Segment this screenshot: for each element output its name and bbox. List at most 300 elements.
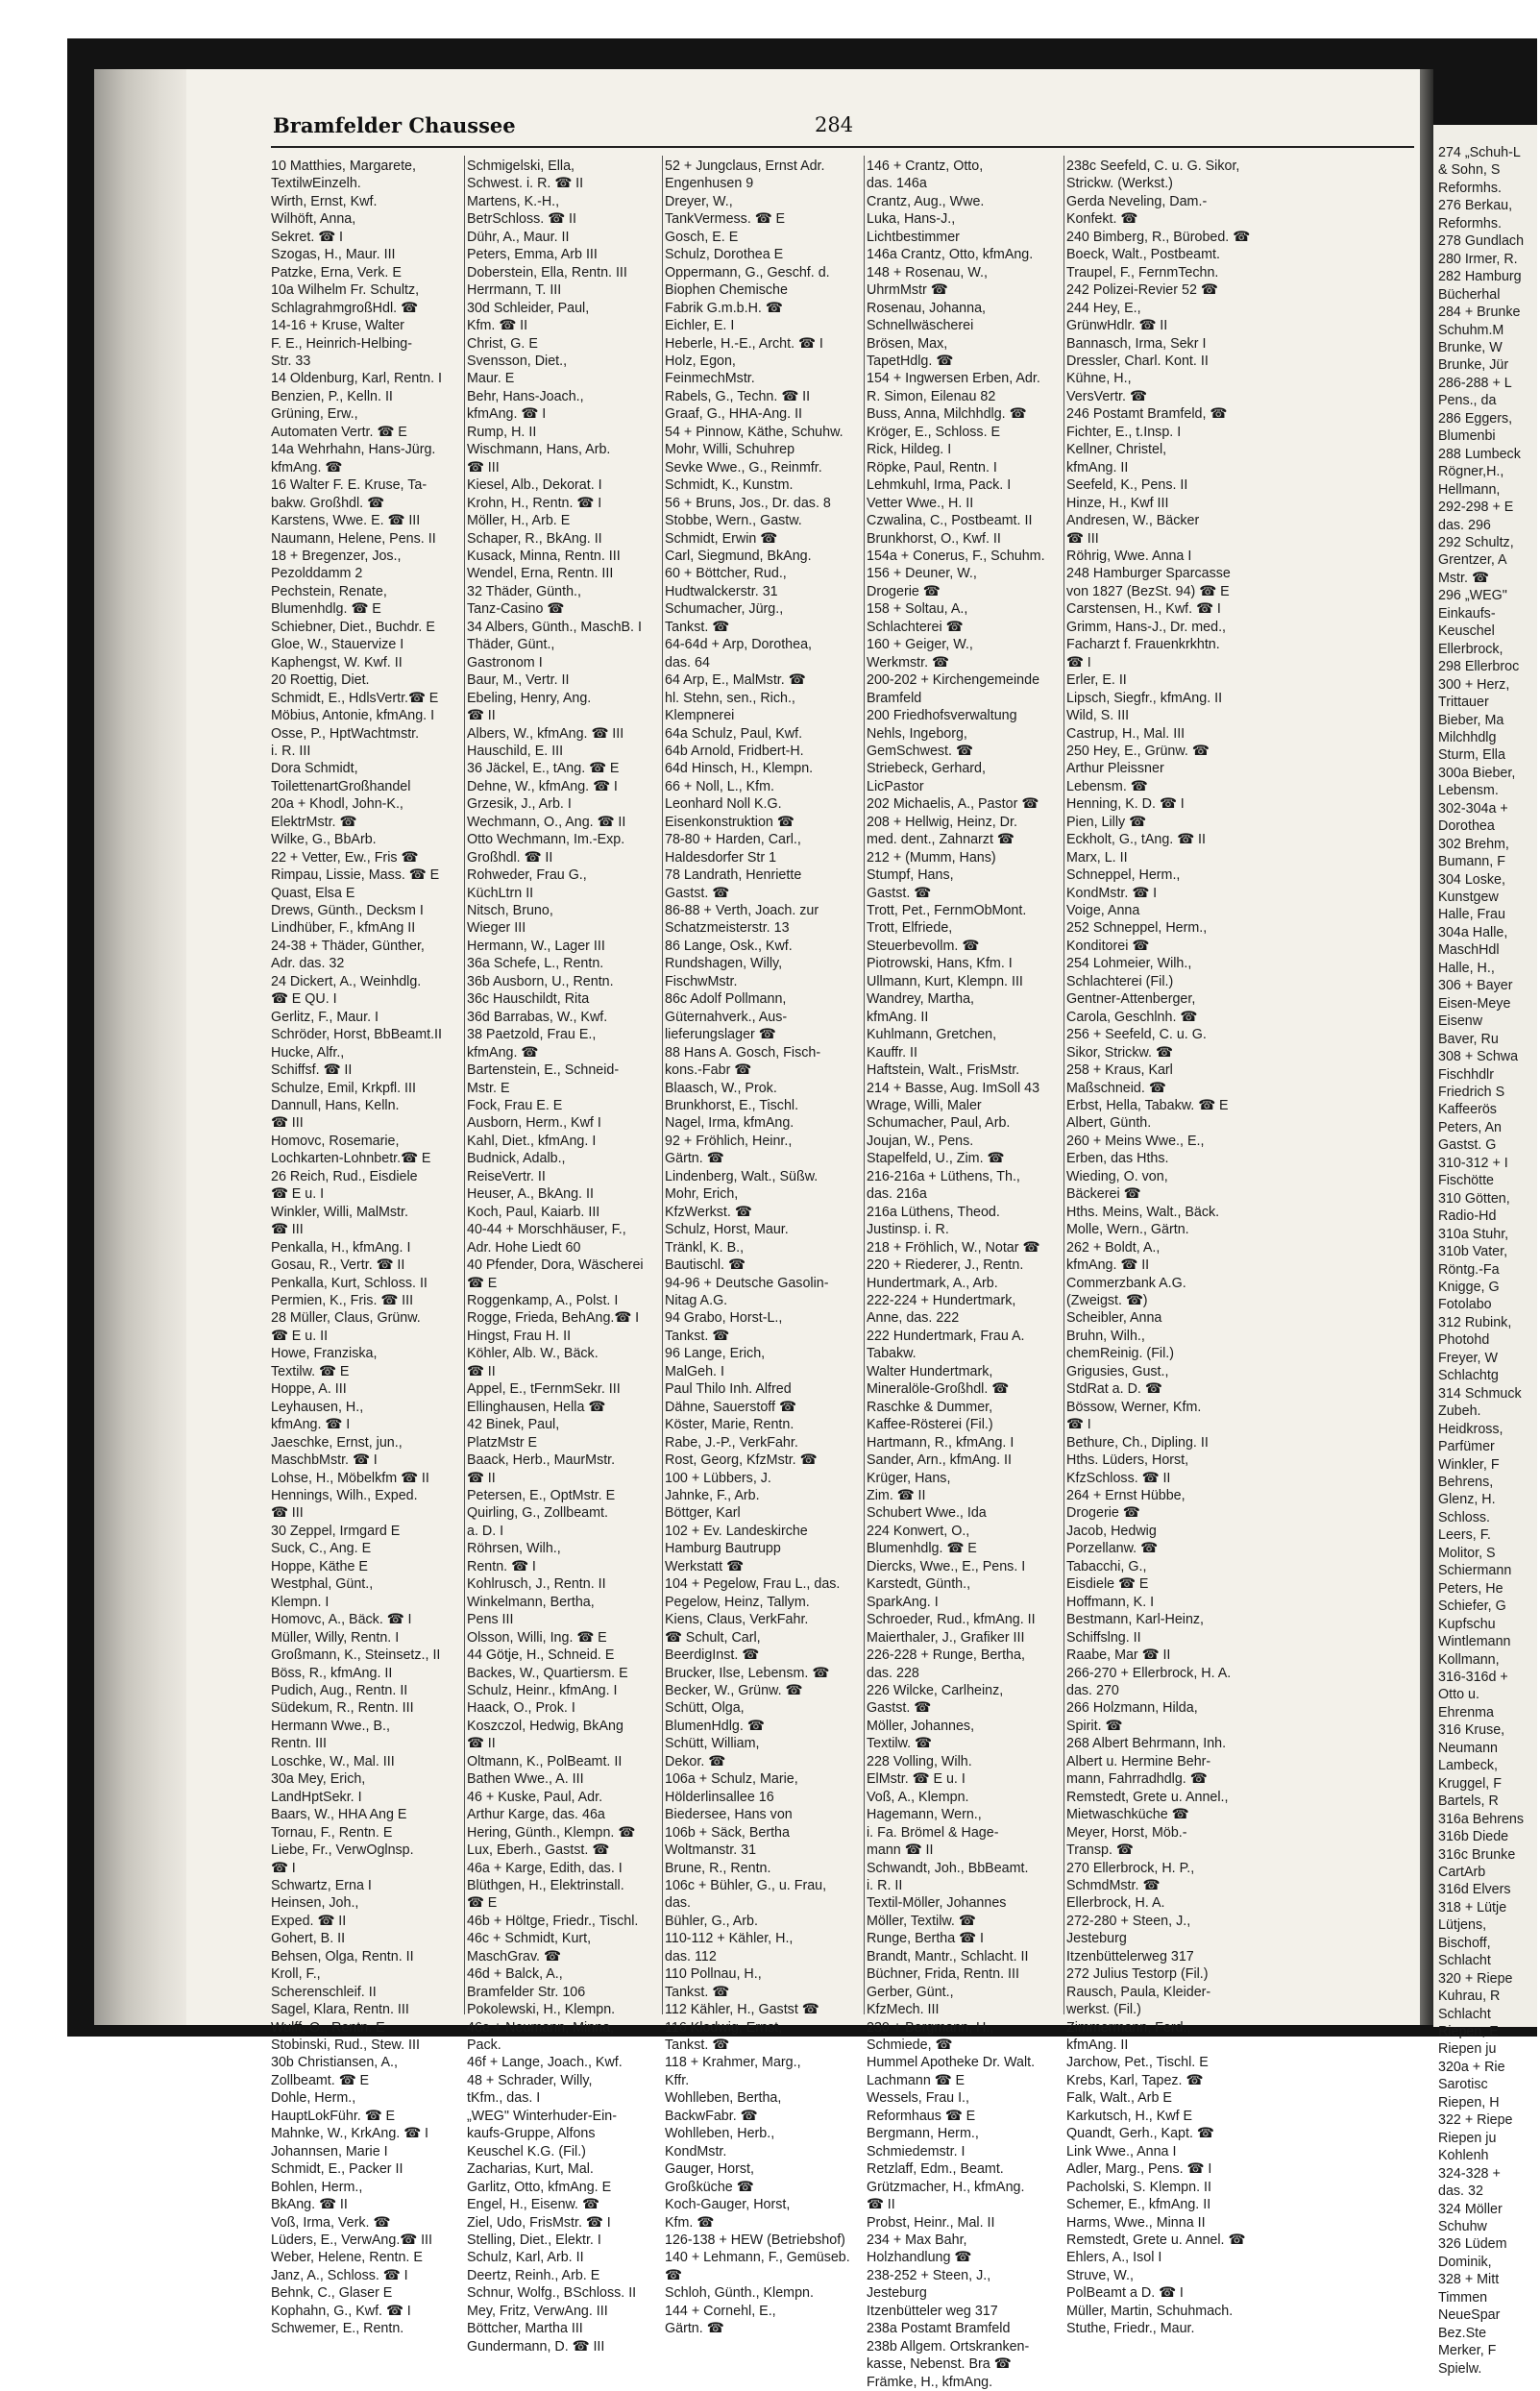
facing-page-entry-line: Bartels, R (1438, 1793, 1499, 1810)
directory-entry-line: Tränkl, K. B., (665, 1239, 745, 1256)
directory-entry-line: 102 + Ev. Landeskirche (665, 1523, 808, 1539)
directory-entry-line: Pens III (467, 1612, 514, 1628)
facing-page-entry-line: 316a Behrens (1438, 1811, 1525, 1827)
directory-entry-line: Lochkarten-Lohnbetr.☎ E (271, 1151, 431, 1167)
directory-entry-line: Röhrig, Wwe. Anna I (1066, 548, 1192, 564)
facing-page-entry-line: Heidkross, (1438, 1421, 1503, 1437)
directory-entry-line: 230 + Bergmann, H., (867, 2019, 994, 2036)
directory-entry-line: ☎ II (467, 1363, 496, 1379)
directory-entry-line: Haack, O., Prok. I (467, 1700, 575, 1717)
directory-entry-line: Blumenhdlg. ☎ E (867, 1541, 977, 1557)
facing-page-entry-line: Halle, Frau (1438, 907, 1505, 923)
facing-page-entry-line: Parfümer (1438, 1439, 1495, 1455)
directory-entry-line: Patzke, Erna, Verk. E (271, 264, 402, 281)
directory-entry-line: TapetHdlg. ☎ (867, 353, 954, 369)
directory-entry-line: Schulz, Horst, Maur. (665, 1222, 789, 1238)
directory-entry-line: Möller, Textilw. ☎ (867, 1913, 976, 1929)
facing-page-entry-line: Hellmann, (1438, 481, 1501, 498)
facing-page-entry-line: Spielw. (1438, 2360, 1482, 2377)
directory-entry-line: Trott, Elfriede, (867, 920, 953, 937)
facing-page-entry-line: Brunke, W (1438, 339, 1503, 355)
facing-page-entry-line: Gastst. G (1438, 1137, 1497, 1154)
directory-entry-line: Doberstein, Ella, Rentn. III (467, 264, 627, 281)
directory-entry-line: Brunkhorst, E., Tischl. (665, 1098, 799, 1114)
directory-entry-line: Ebeling, Henry, Ang. (467, 690, 592, 706)
directory-entry-line: Wohlleben, Bertha, (665, 2090, 782, 2107)
directory-entry-line: 106c + Bühler, G., u. Frau, (665, 1877, 827, 1893)
column-rule (1063, 156, 1064, 2014)
directory-entry-line: Fock, Frau E. E (467, 1098, 563, 1114)
directory-entry-line: Heinsen, Joh., (271, 1895, 359, 1912)
directory-entry-line: 88 Hans A. Gosch, Fisch- (665, 1044, 821, 1061)
directory-entry-line: Maur. E (467, 371, 515, 387)
facing-page-entry-line: 302 Brehm, (1438, 836, 1509, 852)
directory-entry-line: Nagel, Irma, kfmAng. (665, 1115, 794, 1132)
directory-entry-line: ☎ I (271, 1860, 296, 1876)
directory-entry-line: Kiens, Claus, VerkFahr. (665, 1612, 809, 1628)
directory-entry-line: Hennings, Wilh., Exped. (271, 1487, 418, 1503)
directory-entry-line: TankVermess. ☎ E (665, 211, 786, 228)
directory-entry-line: Erben, das Hths. (1066, 1151, 1169, 1167)
directory-entry-line: 118 + Krahmer, Marg., (665, 2055, 801, 2071)
facing-page-entry-line: Bücherhal (1438, 286, 1501, 303)
directory-entry-line: Wohlleben, Herb., (665, 2126, 775, 2142)
facing-page-entry-line: Pens., da (1438, 393, 1497, 409)
directory-entry-line: ☎ E QU. I (271, 991, 337, 1008)
directory-entry-line: Itzenbütteler weg 317 (867, 2303, 998, 2319)
directory-entry-line: Schwandt, Joh., BbBeamt. (867, 1860, 1029, 1876)
directory-entry-line: kaufs-Gruppe, Alfons (467, 2126, 596, 2142)
directory-entry-line: 16 Walter F. E. Kruse, Ta- (271, 477, 428, 494)
directory-entry-line: Rundshagen, Willy, (665, 956, 783, 972)
directory-entry-line: Stelling, Diet., Elektr. I (467, 2232, 601, 2249)
directory-entry-line: ☎ II (467, 1736, 496, 1752)
directory-entry-line: Dressler, Charl. Kont. II (1066, 353, 1209, 369)
directory-entry-line: F. E., Heinrich-Helbing- (271, 335, 412, 352)
directory-entry-line: Schmiede, ☎ (867, 2037, 953, 2054)
directory-entry-line: 148 + Rosenau, W., (867, 264, 988, 281)
directory-entry-line: Albert u. Hermine Behr- (1066, 1753, 1211, 1769)
directory-entry-line: Homovc, A., Bäck. ☎ I (271, 1612, 412, 1628)
directory-entry-line: Anne, das. 222 (867, 1310, 960, 1327)
directory-entry-line: Piotrowski, Hans, Kfm. I (867, 956, 1013, 972)
directory-entry-line: Backes, W., Quartiersm. E (467, 1665, 628, 1681)
directory-entry-line: Harms, Wwe., Minna II (1066, 2214, 1206, 2231)
facing-page-entry-line: Kruggel, F (1438, 1775, 1502, 1792)
facing-page-entry-line: 286-288 + L (1438, 375, 1512, 391)
directory-entry-line: 30a Mey, Erich, (271, 1771, 366, 1788)
directory-entry-line: Tankst. ☎ (665, 1328, 730, 1344)
directory-entry-line: Remstedt, Grete u. Annel. ☎ (1066, 2232, 1246, 2249)
directory-entry-line: Böss, R., kfmAng. II (271, 1665, 393, 1681)
directory-entry-line: Främke, H., kfmAng. (867, 2374, 993, 2390)
directory-entry-line: Kohlrusch, J., Rentn. II (467, 1576, 606, 1593)
directory-entry-line: Krüger, Hans, (867, 1470, 951, 1486)
directory-entry-line: BlumenHdlg. ☎ (665, 1718, 765, 1734)
directory-entry-line: Liebe, Fr., VerwOglnsp. (271, 1842, 414, 1859)
directory-entry-line: 146a Crantz, Otto, kfmAng. (867, 247, 1034, 263)
directory-entry-line: 10 Matthies, Margarete, (271, 159, 416, 174)
directory-entry-line: Homovc, Rosemarie, (271, 1133, 400, 1149)
directory-entry-line: 46a + Karge, Edith, das. I (467, 1860, 623, 1876)
directory-entry-line: 110 Pollnau, H., (665, 1966, 762, 1983)
directory-entry-line: Bramfeld (867, 690, 922, 706)
directory-entry-line: Gauger, Horst, (665, 2161, 754, 2178)
directory-entry-line: Karkutsch, H., Kwf E (1066, 2108, 1193, 2124)
directory-entry-line: Röpke, Paul, Rentn. I (867, 459, 997, 476)
directory-entry-line: 24 Dickert, A., Weinhdlg. (271, 973, 422, 989)
facing-page-entry-line: Mstr. ☎ (1438, 570, 1489, 586)
directory-entry-line: 248 Hamburger Sparcasse (1066, 566, 1231, 582)
directory-entry-line: ☎ II (467, 1470, 496, 1486)
directory-entry-line: Wilhöft, Anna, (271, 211, 356, 228)
directory-entry-line: Tankst. ☎ (665, 619, 730, 635)
directory-entry-line: Pechstein, Renate, (271, 583, 387, 599)
directory-entry-line: Schmidt, E., Packer II (271, 2161, 403, 2178)
directory-entry-line: 66 + Noll, L., Kfm. (665, 778, 775, 794)
directory-entry-line: SchmdMstr. ☎ (1066, 1877, 1161, 1893)
facing-page-entry-line: 304a Halle, (1438, 924, 1508, 940)
directory-entry-line: Ehlers, A., Isol I (1066, 2250, 1162, 2266)
directory-entry-line: Kauffr. II (867, 1044, 917, 1061)
directory-entry-line: Koch, Paul, Kaiarb. III (467, 1204, 600, 1220)
directory-entry-line: Pokolewski, H., Klempn. (467, 2002, 616, 2018)
directory-entry-line: Nehls, Ingeborg, (867, 725, 967, 742)
directory-entry-line: Müller, Willy, Rentn. I (271, 1629, 400, 1646)
directory-entry-line: Otto Wechmann, Im.-Exp. (467, 832, 625, 848)
directory-entry-line: Bäckerei ☎ (1066, 1186, 1141, 1203)
directory-entry-line: PlatzMstr E (467, 1434, 538, 1451)
directory-entry-line: Pezolddamm 2 (271, 566, 363, 582)
directory-entry-line: Schmiedemstr. I (867, 2143, 966, 2159)
facing-page-entry-line: 322 + Riepe (1438, 2112, 1513, 2129)
directory-entry-line: 34 Albers, Günth., MaschB. I (467, 619, 642, 635)
directory-entry-line: 112 Kähler, H., Gastst ☎ (665, 2002, 819, 2018)
directory-entry-line: Winkler, Willi, MalMstr. (271, 1204, 408, 1220)
directory-entry-line: Tabacchi, G., (1066, 1558, 1147, 1574)
directory-entry-line: 200 Friedhofsverwaltung (867, 708, 1017, 724)
directory-entry-line: Grimm, Hans-J., Dr. med., (1066, 619, 1227, 635)
directory-entry-line: bakw. Großhdl. ☎ (271, 495, 384, 511)
directory-entry-line: Carl, Siegmund, BkAng. (665, 548, 812, 564)
directory-entry-line: Textilw. ☎ E (271, 1363, 350, 1379)
directory-entry-line: Schnur, Wolfg., BSchloss. II (467, 2285, 637, 2302)
facing-page-entry-line: 276 Berkau, (1438, 198, 1513, 214)
directory-entry-line: Schulz, Heinr., kfmAng. I (467, 1682, 618, 1698)
facing-page-entry-line: Kohlenh (1438, 2148, 1489, 2164)
directory-entry-line: Bathen Wwe., A. III (467, 1771, 584, 1788)
directory-entry-line: 100 + Lübbers, J. (665, 1470, 771, 1486)
directory-entry-line: 214 + Basse, Aug. ImSoll 43 (867, 1080, 1040, 1096)
directory-entry-line: Arthur Karge, das. 46a (467, 1807, 605, 1823)
directory-entry-line: Sikor, Strickw. ☎ (1066, 1044, 1173, 1061)
facing-page-entry-line: Freyer, W (1438, 1350, 1498, 1366)
directory-entry-line: Luka, Hans-J., (867, 211, 956, 228)
directory-entry-line: 154a + Conerus, F., Schuhm. (867, 548, 1045, 564)
directory-entry-line: Reformhaus ☎ E (867, 2108, 976, 2124)
directory-entry-line: Gerda Neveling, Dam.- (1066, 193, 1208, 209)
directory-entry-line: Penkalla, Kurt, Schloss. II (271, 1275, 428, 1291)
directory-entry-line: 254 Lohmeier, Wilh., (1066, 956, 1192, 972)
directory-entry-line: 28 Müller, Claus, Grünw. (271, 1310, 421, 1327)
directory-column-5 (1066, 158, 1266, 2337)
directory-entry-line: Schemer, E., kfmAng. II (1066, 2197, 1211, 2213)
directory-entry-line: ☎ I (1066, 654, 1091, 671)
directory-entry-line: LicPastor (867, 778, 924, 794)
directory-entry-line: Vetter Wwe., H. II (867, 495, 974, 511)
directory-entry-line: 20 Roettig, Diet. (271, 672, 370, 689)
directory-entry-line: Mohr, Erich, (665, 1186, 739, 1203)
directory-entry-line: das. 146a (867, 176, 927, 192)
directory-entry-line: ☎ Schult, Carl, (665, 1629, 761, 1646)
directory-entry-line: Schmidt, E., HdlsVertr.☎ E (271, 690, 439, 706)
directory-entry-line: kasse, Nebenst. Bra ☎ (867, 2356, 1012, 2373)
directory-entry-line: Hummel Apotheke Dr. Walt. (867, 2055, 1036, 2071)
directory-entry-line: Fichter, E., t.Insp. I (1066, 424, 1182, 440)
directory-entry-line: Becker, W., Grünw. ☎ (665, 1682, 803, 1698)
directory-entry-line: Svensson, Diet., (467, 353, 568, 369)
facing-page-entry-line: Bieber, Ma (1438, 712, 1504, 728)
facing-page-entry-line: Eisen-Meye (1438, 995, 1511, 1012)
directory-entry-line: 222-224 + Hundertmark, (867, 1293, 1016, 1308)
directory-entry-line: Schumacher, Paul, Arb. (867, 1115, 1011, 1132)
directory-entry-line: Gosau, R., Vertr. ☎ II (271, 1257, 405, 1274)
facing-page-entry-line: 302-304a + (1438, 800, 1508, 817)
directory-entry-line: Zimmermann, Ferd., (1066, 2019, 1191, 2036)
directory-entry-line: Zollbeamt. ☎ E (271, 2072, 370, 2088)
directory-entry-line: 216a Lüthens, Theod. (867, 1204, 1000, 1220)
directory-entry-line: 38 Paetzold, Frau E., (467, 1027, 597, 1043)
facing-page-column (1438, 144, 1540, 2377)
directory-entry-line: Schwartz, Erna I (271, 1877, 372, 1893)
page-number: 284 (815, 113, 854, 136)
facing-page-entry-line: Wintlemann (1438, 1634, 1511, 1650)
facing-page-entry-line: 314 Schmuck (1438, 1385, 1522, 1402)
facing-page-entry-line: Merker, F (1438, 2343, 1497, 2359)
directory-entry-line: Engenhusen 9 (665, 176, 754, 192)
facing-page-entry-line: Schuhm.M (1438, 322, 1504, 338)
directory-entry-line: Jesteburg (867, 2285, 927, 2302)
directory-entry-line: kons.-Fabr ☎ (665, 1062, 752, 1079)
directory-entry-line: Peters, Emma, Arb III (467, 247, 598, 263)
directory-entry-line: 22 + Vetter, Ew., Fris ☎ (271, 849, 419, 866)
directory-entry-line: 36b Ausborn, U., Rentn. (467, 973, 614, 989)
directory-entry-line: Automaten Vertr. ☎ E (271, 424, 407, 440)
directory-entry-line: ☎ III (271, 1505, 304, 1522)
directory-entry-line: Gentner-Attenberger, (1066, 991, 1196, 1008)
directory-entry-line: 222 Hundertmark, Frau A. (867, 1328, 1025, 1344)
directory-entry-line: Rosenau, Johanna, (867, 300, 987, 316)
directory-entry-line: Rogge, Frieda, BehAng.☎ I (467, 1310, 640, 1327)
facing-page-entry-line: Grentzer, A (1438, 552, 1507, 569)
directory-entry-line: Röhrsen, Wilh., (467, 1541, 561, 1557)
facing-page-entry-line: Sturm, Ella (1438, 747, 1505, 764)
directory-entry-line: Karstedt, Günth., (867, 1576, 971, 1593)
directory-entry-line: Naumann, Helene, Pens. II (271, 530, 436, 547)
facing-page-entry-line: 300 + Herz, (1438, 676, 1510, 693)
directory-entry-line: Lebensm. ☎ (1066, 778, 1148, 794)
directory-entry-line: Kfm. ☎ (665, 2214, 715, 2231)
directory-column-3 (665, 158, 861, 2337)
facing-page-entry-line: 300a Bieber, (1438, 765, 1516, 781)
directory-entry-line: Dehne, W., kfmAng. ☎ I (467, 778, 618, 794)
directory-entry-line: Andresen, W., Bäcker (1066, 513, 1200, 529)
directory-entry-line: Sander, Arn., kfmAng. II (867, 1452, 1012, 1469)
directory-entry-line: Pacholski, S. Klempn. II (1066, 2179, 1211, 2195)
directory-entry-line: Str. 33 (271, 353, 311, 369)
directory-entry-line: Tanz-Casino ☎ (467, 601, 565, 618)
directory-entry-line: Trott, Pet., FernmObMont. (867, 903, 1027, 919)
facing-page-entry-line: Brunke, Jür (1438, 357, 1509, 374)
directory-entry-line: 258 + Kraus, Karl (1066, 1062, 1173, 1079)
directory-entry-line: 54 + Pinnow, Käthe, Schuhw. (665, 424, 843, 440)
directory-entry-line: ☎ E u. II (271, 1328, 329, 1344)
directory-entry-line: Walter Hundertmark, (867, 1363, 993, 1379)
directory-entry-line: Schlachterei ☎ (867, 619, 964, 635)
facing-page-entry-line: Baver, Ru (1438, 1031, 1499, 1047)
facing-page-entry-line: Blumenbi (1438, 428, 1496, 445)
directory-entry-line: 264 + Ernst Hübbe, (1066, 1487, 1186, 1503)
directory-entry-line: das. (665, 1895, 692, 1912)
directory-entry-line: Albers, W., kfmAng. ☎ III (467, 725, 624, 742)
directory-entry-line: 56 + Bruns, Jos., Dr. das. 8 (665, 495, 831, 511)
directory-entry-line: Appel, E., tFernmSekr. III (467, 1381, 621, 1398)
facing-page-entry-line: Riepen ju (1438, 2130, 1497, 2146)
directory-entry-line: Hamburg Bautrupp (665, 1541, 781, 1557)
directory-entry-line: Rick, Hildeg. I (867, 442, 952, 458)
directory-entry-line: Dora Schmidt, (271, 761, 358, 777)
directory-entry-line: Struve, W., (1066, 2267, 1134, 2283)
directory-entry-line: Maierthaler, J., Grafiker III (867, 1629, 1025, 1646)
directory-entry-line: Rimpau, Lissie, Mass. ☎ E (271, 867, 440, 884)
directory-entry-line: PolBeamt a D. ☎ I (1066, 2285, 1184, 2302)
directory-entry-line: Jacob, Hedwig (1066, 1523, 1157, 1539)
directory-entry-line: GemSchwest. ☎ (867, 743, 973, 759)
facing-page-entry-line: 316 Kruse, (1438, 1722, 1505, 1739)
directory-entry-line: SchlagrahmgroßHdl. ☎ (271, 300, 418, 316)
directory-entry-line: Textil-Möller, Johannes (867, 1895, 1007, 1912)
directory-entry-line: Sagel, Klara, Rentn. III (271, 2002, 409, 2018)
directory-entry-line: 144 + Cornehl, E., (665, 2303, 776, 2319)
facing-page-entry-line: 280 Irmer, R. (1438, 251, 1518, 267)
directory-entry-line: Lux, Eberh., Gastst. ☎ (467, 1842, 610, 1859)
directory-entry-line: 36a Schefe, L., Rentn. (467, 956, 604, 972)
directory-entry-line: Lindenberg, Walt., Süßw. (665, 1168, 819, 1184)
directory-column-4 (867, 158, 1061, 2390)
directory-entry-line: 266 Holzmann, Hilda, (1066, 1700, 1198, 1717)
directory-entry-line: KfzMech. III (867, 2002, 940, 2018)
facing-page-entry-line: 320 + Riepe (1438, 1970, 1513, 1987)
directory-entry-line: 64b Arnold, Fridbert-H. (665, 743, 804, 759)
directory-entry-line: Bestmann, Karl-Heinz, (1066, 1612, 1205, 1628)
directory-entry-line: Jesteburg (1066, 1931, 1127, 1947)
facing-page-entry-line: Reformhs. (1438, 180, 1502, 196)
directory-entry-line: Buss, Anna, Milchhdlg. ☎ (867, 406, 1027, 423)
directory-entry-line: Woltmanstr. 31 (665, 1842, 757, 1859)
directory-entry-line: kfmAng. ☎ (271, 459, 343, 476)
directory-entry-line: BetrSchloss. ☎ II (467, 211, 576, 228)
directory-entry-line: Quast, Elsa E (271, 885, 355, 901)
directory-entry-line: Kellner, Christel, (1066, 442, 1167, 458)
directory-entry-line: 36c Hauschildt, Rita (467, 991, 590, 1008)
directory-entry-line: Strickw. (Werkst.) (1066, 176, 1173, 192)
directory-entry-line: Bartenstein, E., Schneid- (467, 1062, 620, 1079)
directory-entry-line: KondMstr. (665, 2143, 727, 2159)
directory-entry-line: (Zweigst. ☎) (1066, 1293, 1148, 1308)
directory-entry-line: 126-138 + HEW (Betriebshof) (665, 2232, 845, 2249)
facing-page-entry-line: 318 + Lütje (1438, 1899, 1507, 1915)
directory-entry-line: Penkalla, H., kfmAng. I (271, 1239, 411, 1256)
directory-entry-line: 46c + Schmidt, Kurt, (467, 1931, 592, 1947)
directory-entry-line: 48 + Schrader, Willy, (467, 2072, 593, 2088)
directory-entry-line: 86 Lange, Osk., Kwf. (665, 938, 793, 954)
directory-entry-line: ☎ II (867, 2197, 895, 2213)
directory-entry-line: 160 + Geiger, W., (867, 637, 973, 653)
directory-entry-line: Carstensen, H., Kwf. ☎ I (1066, 601, 1221, 618)
directory-entry-line: MalGeh. I (665, 1363, 724, 1379)
directory-entry-line: Köster, Marie, Rentn. (665, 1417, 794, 1433)
directory-entry-line: Möbius, Antonie, kfmAng. I (271, 708, 435, 724)
directory-entry-line: Rump, H. II (467, 424, 537, 440)
facing-page-entry-line: Bez.Ste (1438, 2325, 1487, 2341)
directory-entry-line: 46 + Kuske, Paul, Adr. (467, 1789, 603, 1805)
facing-page-entry-line: Fischhdlr (1438, 1066, 1494, 1083)
directory-entry-line: Rentn. ☎ I (467, 1558, 536, 1574)
directory-entry-line: 246 Postamt Bramfeld, ☎ (1066, 406, 1228, 423)
directory-entry-line: Blaasch, W., Prok. (665, 1080, 777, 1096)
facing-page-entry-line: Behrens, (1438, 1474, 1494, 1490)
directory-entry-line: 272-280 + Steen, J., (1066, 1913, 1191, 1929)
directory-entry-line: Schatzmeisterstr. 13 (665, 920, 790, 937)
directory-entry-line: kfmAng. ☎ II (1066, 1257, 1150, 1274)
directory-entry-line: ☎ E (467, 1895, 498, 1912)
directory-entry-line: 238b Allgem. Ortskranken- (867, 2338, 1030, 2354)
directory-entry-line: Keuschel K.G. (Fil.) (467, 2143, 586, 2159)
directory-entry-line: Böttger, Karl (665, 1505, 741, 1522)
directory-entry-line: kfmAng. II (1066, 459, 1129, 476)
facing-page-entry-line: CartArb (1438, 1864, 1486, 1880)
directory-entry-line: Benzien, P., Kelln. II (271, 388, 393, 404)
directory-entry-line: Grzesik, J., Arb. I (467, 796, 572, 813)
directory-entry-line: 250 Hey, E., Grünw. ☎ (1066, 743, 1210, 759)
directory-entry-line: Hering, Günth., Klempn. ☎ (467, 1824, 636, 1841)
directory-entry-line: Rentn. III (271, 1736, 328, 1752)
directory-entry-line: Hudtwalckerstr. 31 (665, 583, 778, 599)
directory-entry-line: Kffr. (665, 2072, 690, 2088)
directory-entry-line: Lüders, E., VerwAng.☎ III (271, 2232, 433, 2249)
directory-entry-line: Oppermann, G., Geschf. d. (665, 264, 830, 281)
facing-page-entry-line: 316d Elvers (1438, 1882, 1511, 1898)
facing-page-entry-line: Einkaufs- (1438, 605, 1496, 622)
directory-entry-line: Wieger III (467, 920, 526, 937)
directory-entry-line: Hagemann, Wern., (867, 1807, 982, 1823)
directory-entry-line: Südekum, R., Rentn. III (271, 1700, 414, 1717)
directory-entry-line: ☎ III (271, 1222, 304, 1238)
directory-entry-line: Schütt, William, (665, 1736, 760, 1752)
directory-entry-line: Ellinghausen, Hella ☎ (467, 1399, 606, 1415)
facing-page-entry-line: Reformhs. (1438, 215, 1502, 232)
directory-entry-line: 260 + Meins Wwe., E., (1066, 1133, 1205, 1149)
directory-entry-line: R. Simon, Eilenau 82 (867, 388, 996, 404)
facing-page-entry-line: Winkler, F (1438, 1456, 1500, 1473)
directory-entry-line: Facharzt f. Frauenkrkhtn. (1066, 637, 1220, 653)
facing-page-entry-line: 310-312 + I (1438, 1155, 1508, 1171)
directory-entry-line: Schubert Wwe., Ida (867, 1505, 987, 1522)
directory-entry-line: Olsson, Willi, Ing. ☎ E (467, 1629, 607, 1646)
directory-entry-line: Möller, Johannes, (867, 1718, 975, 1734)
facing-page-entry-line: Molitor, S (1438, 1545, 1496, 1561)
directory-entry-line: Scheibler, Anna (1066, 1310, 1162, 1327)
